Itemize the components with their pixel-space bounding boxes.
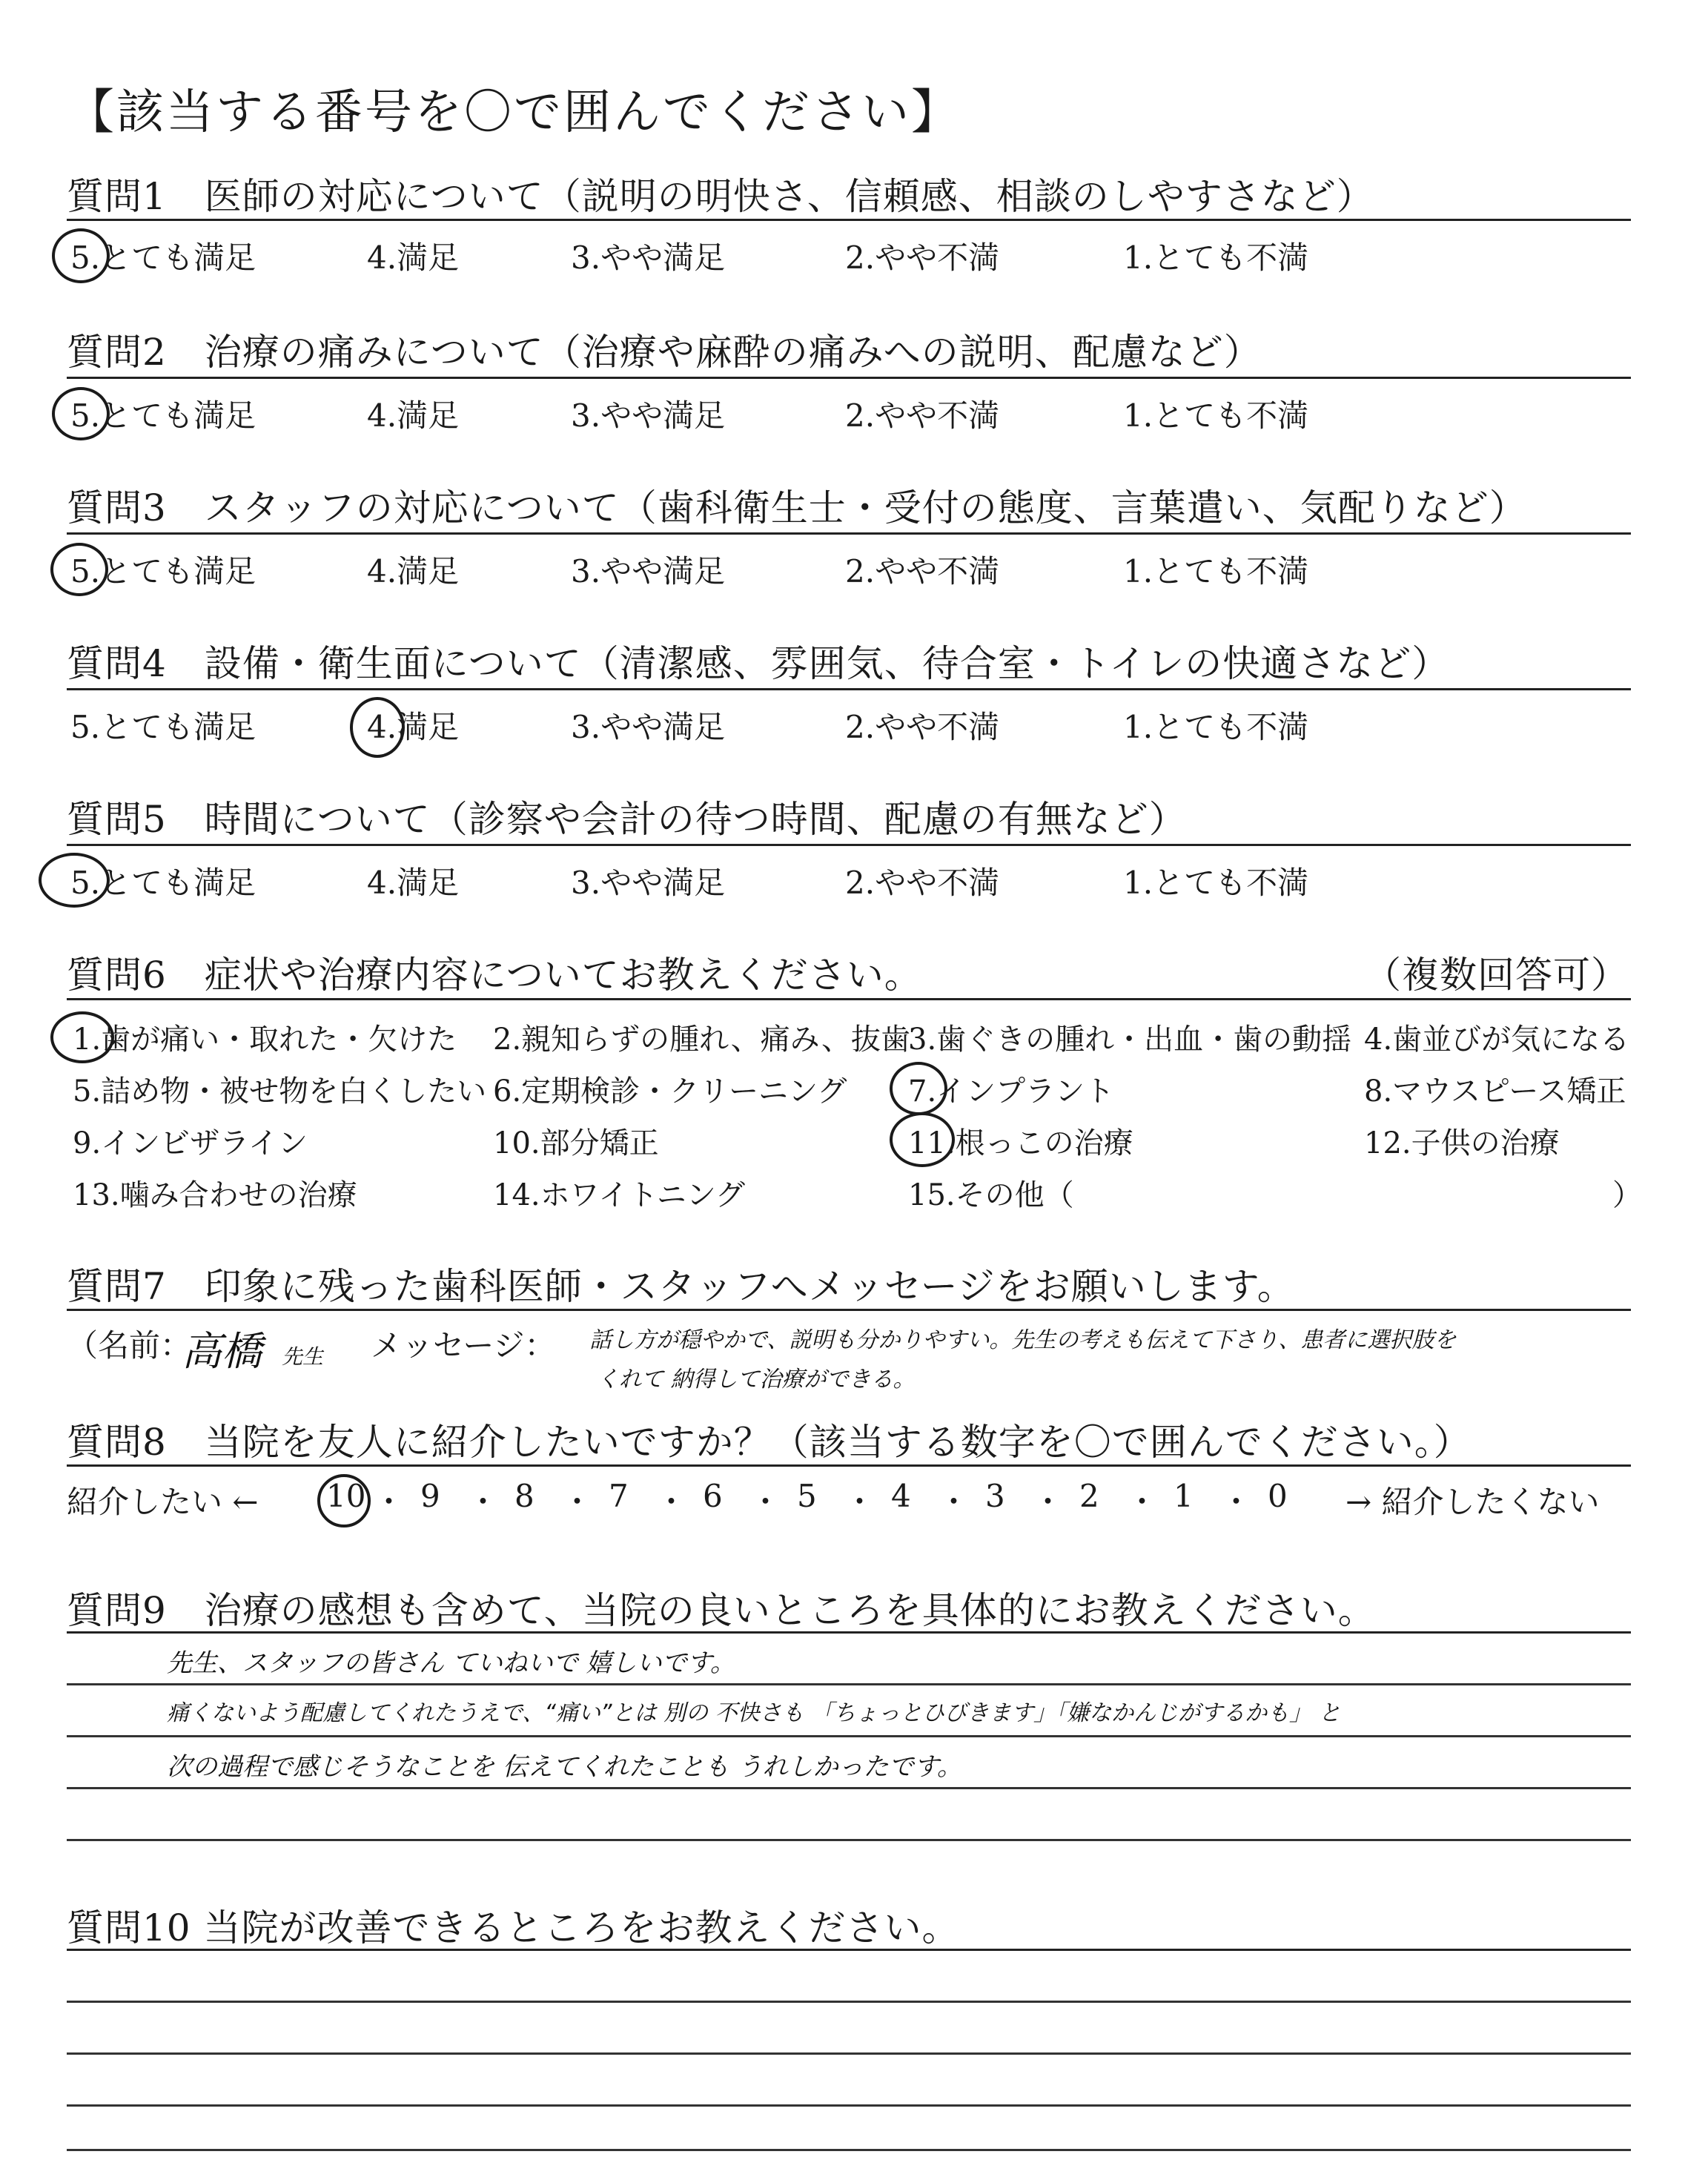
q6-option-15[interactable]: 15.その他（ (908, 1178, 1074, 1212)
q7-name-suffix: 先生 (282, 1344, 324, 1369)
q8-scale-value[interactable]: 5 (797, 1478, 817, 1514)
q9-answer-line-2 (67, 1735, 1631, 1737)
q5-option-2[interactable]: 2.やや不満 (845, 865, 1000, 901)
q2-selected-circle (52, 387, 110, 440)
q8-scale-separator: ・ (561, 1484, 593, 1520)
q4-option-4[interactable]: 4.満足 (367, 709, 460, 745)
q7-message-label: メッセージ： (371, 1327, 556, 1364)
q6-title: 質問6 症状や治療内容についてお教えください。 (67, 954, 922, 997)
q5-option-4[interactable]: 4.満足 (367, 865, 460, 901)
q10-divider (67, 1949, 1631, 1951)
q2-title: 質問2 治療の痛みについて（治療や麻酔の痛みへの説明、配慮など） (67, 331, 1262, 374)
q8-scale-value[interactable]: 10 (326, 1478, 366, 1514)
q4-option-2[interactable]: 2.やや不満 (845, 709, 1000, 745)
q8-scale-separator: ・ (938, 1484, 970, 1520)
q10-answer-line-1 (67, 2001, 1631, 2003)
q8-scale-value[interactable]: 8 (514, 1478, 534, 1514)
page-heading: 【該当する番号を〇で囲んでください】 (67, 85, 961, 140)
q1-option-4[interactable]: 4.満足 (367, 240, 460, 276)
q3-option-5[interactable]: 5.とても満足 (70, 553, 256, 589)
q2-divider (67, 377, 1631, 379)
q8-scale-value[interactable]: 4 (891, 1478, 911, 1514)
q6-option-1[interactable]: 1.歯が痛い・取れた・欠けた (73, 1023, 457, 1057)
q8-scale-value[interactable]: 2 (1079, 1478, 1099, 1514)
q8-scale-separator: ・ (467, 1484, 499, 1520)
q4-selected-circle (350, 697, 405, 758)
q6-option-13[interactable]: 13.噛み合わせの治療 (73, 1178, 357, 1212)
q7-name-label: （名前： (67, 1327, 192, 1364)
q6-option-7[interactable]: 7.インプラント (908, 1074, 1115, 1109)
q4-divider (67, 688, 1631, 690)
q6-multi-note: （複数回答可） (1364, 954, 1629, 997)
q6-divider (67, 998, 1631, 1000)
q3-option-1[interactable]: 1.とても不満 (1123, 553, 1309, 589)
q8-scale-separator: ・ (1126, 1484, 1158, 1520)
q8-title: 質問8 当院を友人に紹介したいですか？（該当する数字を〇で囲んでください。） (67, 1421, 1472, 1464)
q4-option-3[interactable]: 3.やや満足 (571, 709, 726, 745)
q2-option-4[interactable]: 4.満足 (367, 397, 460, 434)
q6-option-5[interactable]: 5.詰め物・被せ物を白くしたい (73, 1074, 487, 1109)
q6-option-9[interactable]: 9.インビザライン (73, 1126, 308, 1160)
q7-message-line-2[interactable]: くれて 納得して治療ができる。 (597, 1367, 916, 1393)
q2-option-3[interactable]: 3.やや満足 (571, 397, 726, 434)
q6-selected-circle-7 (890, 1062, 947, 1115)
q6-option-2[interactable]: 2.親知らずの腫れ、痛み、抜歯 (493, 1023, 910, 1057)
q8-scale-separator: ・ (655, 1484, 687, 1520)
q8-scale-value[interactable]: 1 (1174, 1478, 1194, 1514)
q3-title: 質問3 スタッフの対応について（歯科衛生士・受付の態度、言葉遣い、気配りなど） (67, 486, 1527, 529)
q6-option-12[interactable]: 12.子供の治療 (1364, 1126, 1560, 1160)
q1-option-2[interactable]: 2.やや不満 (845, 240, 1000, 276)
q10-answer-line-2 (67, 2052, 1631, 2055)
q5-option-3[interactable]: 3.やや満足 (571, 865, 726, 901)
q6-option-10[interactable]: 10.部分矯正 (493, 1126, 659, 1160)
q2-option-1[interactable]: 1.とても不満 (1123, 397, 1309, 434)
q6-selected-circle-1 (50, 1011, 114, 1063)
q8-scale-value[interactable]: 7 (609, 1478, 629, 1514)
q9-title: 質問9 治療の感想も含めて、当院の良いところを具体的にお教えください。 (67, 1589, 1376, 1632)
q6-option-8[interactable]: 8.マウスピース矯正 (1364, 1074, 1626, 1109)
q5-option-1[interactable]: 1.とても不満 (1123, 865, 1309, 901)
q6-option-11[interactable]: 11.根っこの治療 (908, 1126, 1133, 1160)
q6-option-14[interactable]: 14.ホワイトニング (493, 1178, 746, 1212)
q8-left-label: 紹介したい ← (67, 1484, 259, 1520)
q5-selected-circle (39, 853, 110, 908)
q8-right-label: → 紹介したくない (1345, 1484, 1600, 1520)
q3-option-4[interactable]: 4.満足 (367, 553, 460, 589)
q9-answer-line-4 (67, 1839, 1631, 1841)
q6-selected-circle-11 (890, 1112, 955, 1167)
q7-title: 質問7 印象に残った歯科医師・スタッフへメッセージをお願いします。 (67, 1265, 1295, 1308)
q7-name-value[interactable]: 高橋 (182, 1328, 262, 1375)
q3-option-3[interactable]: 3.やや満足 (571, 553, 726, 589)
q2-option-2[interactable]: 2.やや不満 (845, 397, 1000, 434)
q8-scale-separator: ・ (1220, 1484, 1252, 1520)
q6-option-3[interactable]: 3.歯ぐきの腫れ・出血・歯の動揺 (908, 1023, 1352, 1057)
q4-title: 質問4 設備・衛生面について（清潔感、雰囲気、待合室・トイレの快適さなど） (67, 642, 1450, 685)
q1-option-1[interactable]: 1.とても不満 (1123, 240, 1309, 276)
q9-answer-text-2[interactable]: 痛くないよう配慮してくれたうえで、“痛い”とは 別の 不快さも 「ちょっとひびきます」「嫌なかんじがするかも」 と (167, 1700, 1341, 1726)
q10-answer-line-4 (67, 2149, 1631, 2151)
q8-selected-circle (317, 1474, 371, 1527)
q8-scale-value[interactable]: 0 (1268, 1478, 1288, 1514)
q3-selected-circle (50, 543, 108, 596)
q8-scale-separator: ・ (844, 1484, 875, 1520)
q6-option-4[interactable]: 4.歯並びが気になる (1364, 1023, 1630, 1057)
q1-option-5[interactable]: 5.とても満足 (70, 240, 256, 276)
q6-option-15-close: ） (1612, 1178, 1642, 1212)
q8-scale-separator: ・ (749, 1484, 781, 1520)
q1-option-3[interactable]: 3.やや満足 (571, 240, 726, 276)
q5-divider (67, 844, 1631, 846)
q5-option-5[interactable]: 5.とても満足 (70, 865, 256, 901)
q8-scale-value[interactable]: 3 (985, 1478, 1005, 1514)
q10-title: 質問10 当院が改善できるところをお教えください。 (67, 1906, 960, 1949)
q8-scale-value[interactable]: 6 (703, 1478, 723, 1514)
q1-title: 質問1 医師の対応について（説明の明快さ、信頼感、相談のしやすさなど） (67, 175, 1374, 218)
q4-option-1[interactable]: 1.とても不満 (1123, 709, 1309, 745)
q3-divider (67, 532, 1631, 535)
q9-answer-text-3[interactable]: 次の過程で感じそうなことを 伝えてくれたことも うれしかったです。 (167, 1752, 962, 1782)
q3-option-2[interactable]: 2.やや不満 (845, 553, 1000, 589)
q8-scale-separator: ・ (373, 1484, 405, 1520)
q9-divider (67, 1631, 1631, 1634)
q9-answer-line-1 (67, 1683, 1631, 1685)
q8-scale-separator: ・ (1032, 1484, 1064, 1520)
q4-option-5[interactable]: 5.とても満足 (70, 709, 256, 745)
q7-divider (67, 1309, 1631, 1311)
q6-option-6[interactable]: 6.定期検診・クリーニング (493, 1074, 847, 1109)
q10-answer-line-3 (67, 2104, 1631, 2107)
q9-answer-text-1[interactable]: 先生、スタッフの皆さん ていねいで 嬉しいです。 (167, 1648, 735, 1678)
q2-option-5[interactable]: 5.とても満足 (70, 397, 256, 434)
q1-selected-circle (52, 228, 110, 283)
q8-divider (67, 1464, 1631, 1467)
q9-answer-line-3 (67, 1787, 1631, 1789)
q5-title: 質問5 時間について（診察や会計の待つ時間、配慮の有無など） (67, 798, 1187, 841)
q7-message-line-1[interactable]: 話し方が穏やかで、説明も分かりやすい。先生の考えも伝えて下さり、患者に選択肢を (589, 1327, 1457, 1353)
q8-scale-value[interactable]: 9 (420, 1478, 440, 1514)
q1-divider (67, 219, 1631, 221)
